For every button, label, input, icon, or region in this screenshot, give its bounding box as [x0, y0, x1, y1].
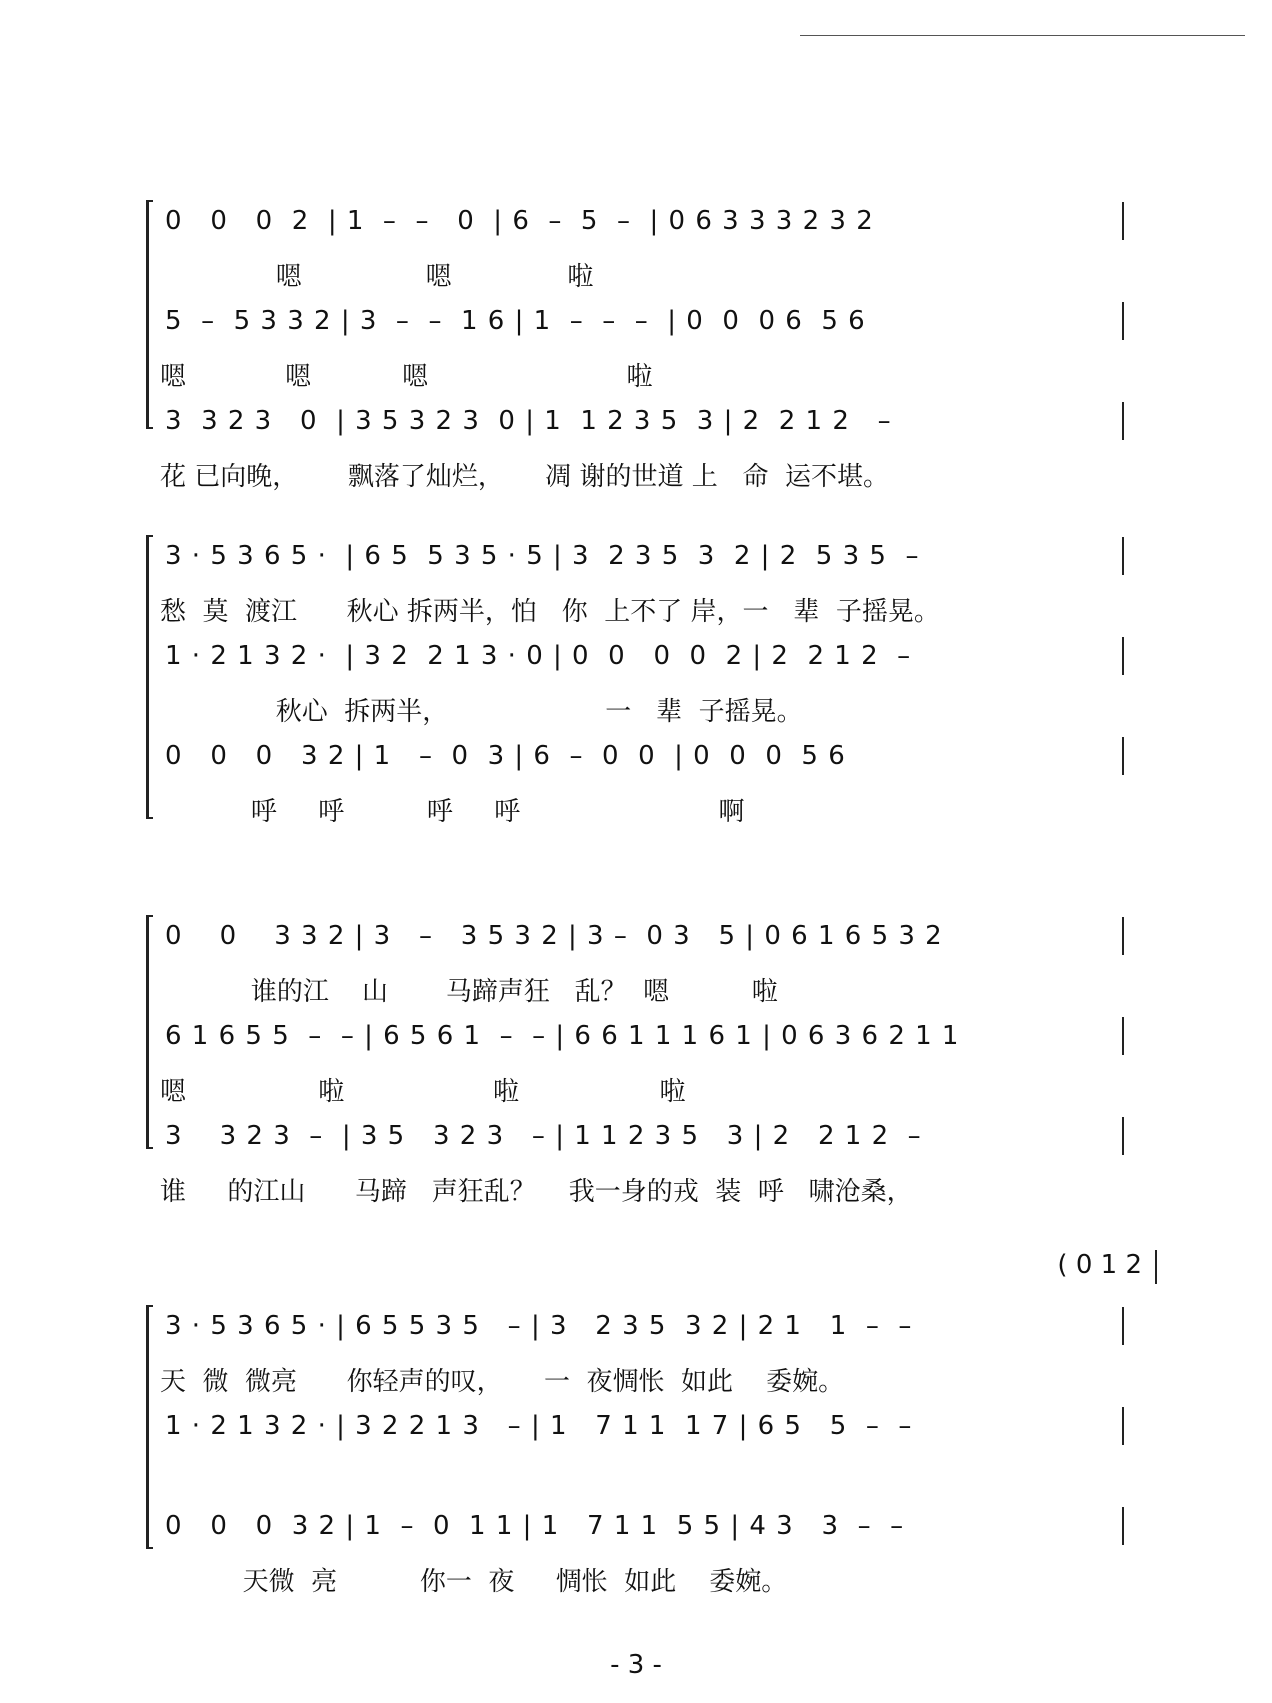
voice-2-lyrics [140, 1453, 1140, 1505]
voice-2-lyrics [140, 683, 1140, 735]
bar-line [1122, 202, 1124, 240]
lyric-line: 花 已向晚， 飘落了灿烂， 凋 谢的世道 上 命 运不堪。 [160, 462, 890, 492]
bar-line [1122, 302, 1124, 340]
lyric-line: 秋心 拆两半， 一 辈 子摇晃。 [160, 697, 803, 727]
notation-line: 0 0 0 3 2 | 1 – 0 3 | 6 – 0 0 | 0 0 0 5 6 [165, 741, 846, 771]
voice-2-notes [140, 300, 1140, 348]
voice-1-lyrics [140, 248, 1140, 300]
notation-line: 3 3 2 3 – | 3 5 3 2 3 – | 1 1 2 3 5 3 | 2 2 1 2 – [165, 1121, 922, 1151]
voice-1-notes [140, 535, 1140, 583]
lyric-line: 嗯 嗯 嗯 啦 [160, 362, 653, 392]
system-4 [140, 1305, 1140, 1605]
voice-3-notes [140, 1505, 1140, 1553]
notation-line: 1 · 2 1 3 2 · | 3 2 2 1 3 · 0 | 0 0 0 0 2 | 2 2 1 2 – [165, 641, 912, 671]
bar-line [1122, 1117, 1124, 1155]
page-number: - 3 - [610, 1650, 662, 1680]
lyric-line: 天微 亮 你一 夜 惆怅 如此 委婉。 [160, 1567, 788, 1597]
lyric-line: 嗯 啦 啦 啦 [160, 1077, 686, 1107]
voice-1-notes [140, 200, 1140, 248]
notation-line: 0 0 0 3 2 | 1 – 0 1 1 | 1 7 1 1 5 5 | 4 3 3 – – [165, 1511, 905, 1541]
voice-3-lyrics [140, 1553, 1140, 1605]
bar-line [1122, 1017, 1124, 1055]
lyric-line: 呼 呼 呼 呼 啊 [160, 797, 745, 827]
voice-3-notes [140, 1115, 1140, 1163]
voice-2-notes [140, 1015, 1140, 1063]
bar-line [1122, 917, 1124, 955]
voice-1-lyrics [140, 1353, 1140, 1405]
notation-line: 0 0 3 3 2 | 3 – 3 5 3 2 | 3 – 0 3 5 | 0 6 1 6 5 3 2 [165, 921, 943, 951]
voice-2-lyrics [140, 348, 1140, 400]
notation-line: 0 0 0 2 | 1 – – 0 | 6 – 5 – | 0 6 3 3 3 2 3 2 [165, 206, 874, 236]
voice-1-notes [140, 915, 1140, 963]
bar-line [1122, 402, 1124, 440]
voice-3-notes [140, 400, 1140, 448]
bar-line [1155, 1250, 1157, 1284]
bar-line [1122, 1307, 1124, 1345]
voice-2-notes [140, 1405, 1140, 1453]
voice-3-lyrics [140, 783, 1140, 835]
voice-2-lyrics [140, 1063, 1140, 1115]
notation-line: 3 · 5 3 6 5 · | 6 5 5 3 5 – | 3 2 3 5 3 2 | 2 1 1 – – [165, 1311, 913, 1341]
voice-1-lyrics [140, 963, 1140, 1015]
system-1 [140, 200, 1140, 500]
notation-line: 5 – 5 3 3 2 | 3 – – 1 6 | 1 – – – | 0 0 0 6 5 6 [165, 306, 866, 336]
lyric-line: 嗯 嗯 啦 [160, 262, 594, 292]
prelude-notes: ( 0 1 2 [1057, 1250, 1142, 1280]
notation-line: 3 · 5 3 6 5 · | 6 5 5 3 5 · 5 | 3 2 3 5 3 2 | 2 5 3 5 – [165, 541, 920, 571]
voice-1-lyrics [140, 583, 1140, 635]
bar-line [1122, 1507, 1124, 1545]
system-3 [140, 915, 1140, 1215]
top-rule [800, 35, 1245, 36]
bar-line [1122, 537, 1124, 575]
lyric-line: 谁的江 山 马蹄声狂 乱？ 嗯 啦 [160, 977, 778, 1007]
bar-line [1122, 737, 1124, 775]
notation-line: 6 1 6 5 5 – – | 6 5 6 1 – – | 6 6 1 1 1 6 1 | 0 6 3 6 2 1 1 [165, 1021, 960, 1051]
lyric-line: 谁 的江山 马蹄 声狂乱？ 我一身的戎 装 呼 啸沧桑， [160, 1177, 913, 1207]
bar-line [1122, 1407, 1124, 1445]
bar-line [1122, 637, 1124, 675]
voice-2-notes [140, 635, 1140, 683]
notation-line: 1 · 2 1 3 2 · | 3 2 2 1 3 – | 1 7 1 1 1 7 | 6 5 5 – – [165, 1411, 913, 1441]
voice-3-notes [140, 735, 1140, 783]
voice-3-lyrics [140, 1163, 1140, 1215]
system-2 [140, 535, 1140, 835]
lyric-line: 天 微 微亮 你轻声的叹， 一 夜惆怅 如此 委婉。 [160, 1367, 845, 1397]
notation-line: 3 3 2 3 0 | 3 5 3 2 3 0 | 1 1 2 3 5 3 | 2 2 1 2 – [165, 406, 892, 436]
voice-3-lyrics [140, 448, 1140, 500]
voice-1-notes [140, 1305, 1140, 1353]
lyric-line: 愁 莫 渡江 秋心 拆两半，怕 你 上不了 岸，一 辈 子摇晃。 [160, 597, 940, 627]
